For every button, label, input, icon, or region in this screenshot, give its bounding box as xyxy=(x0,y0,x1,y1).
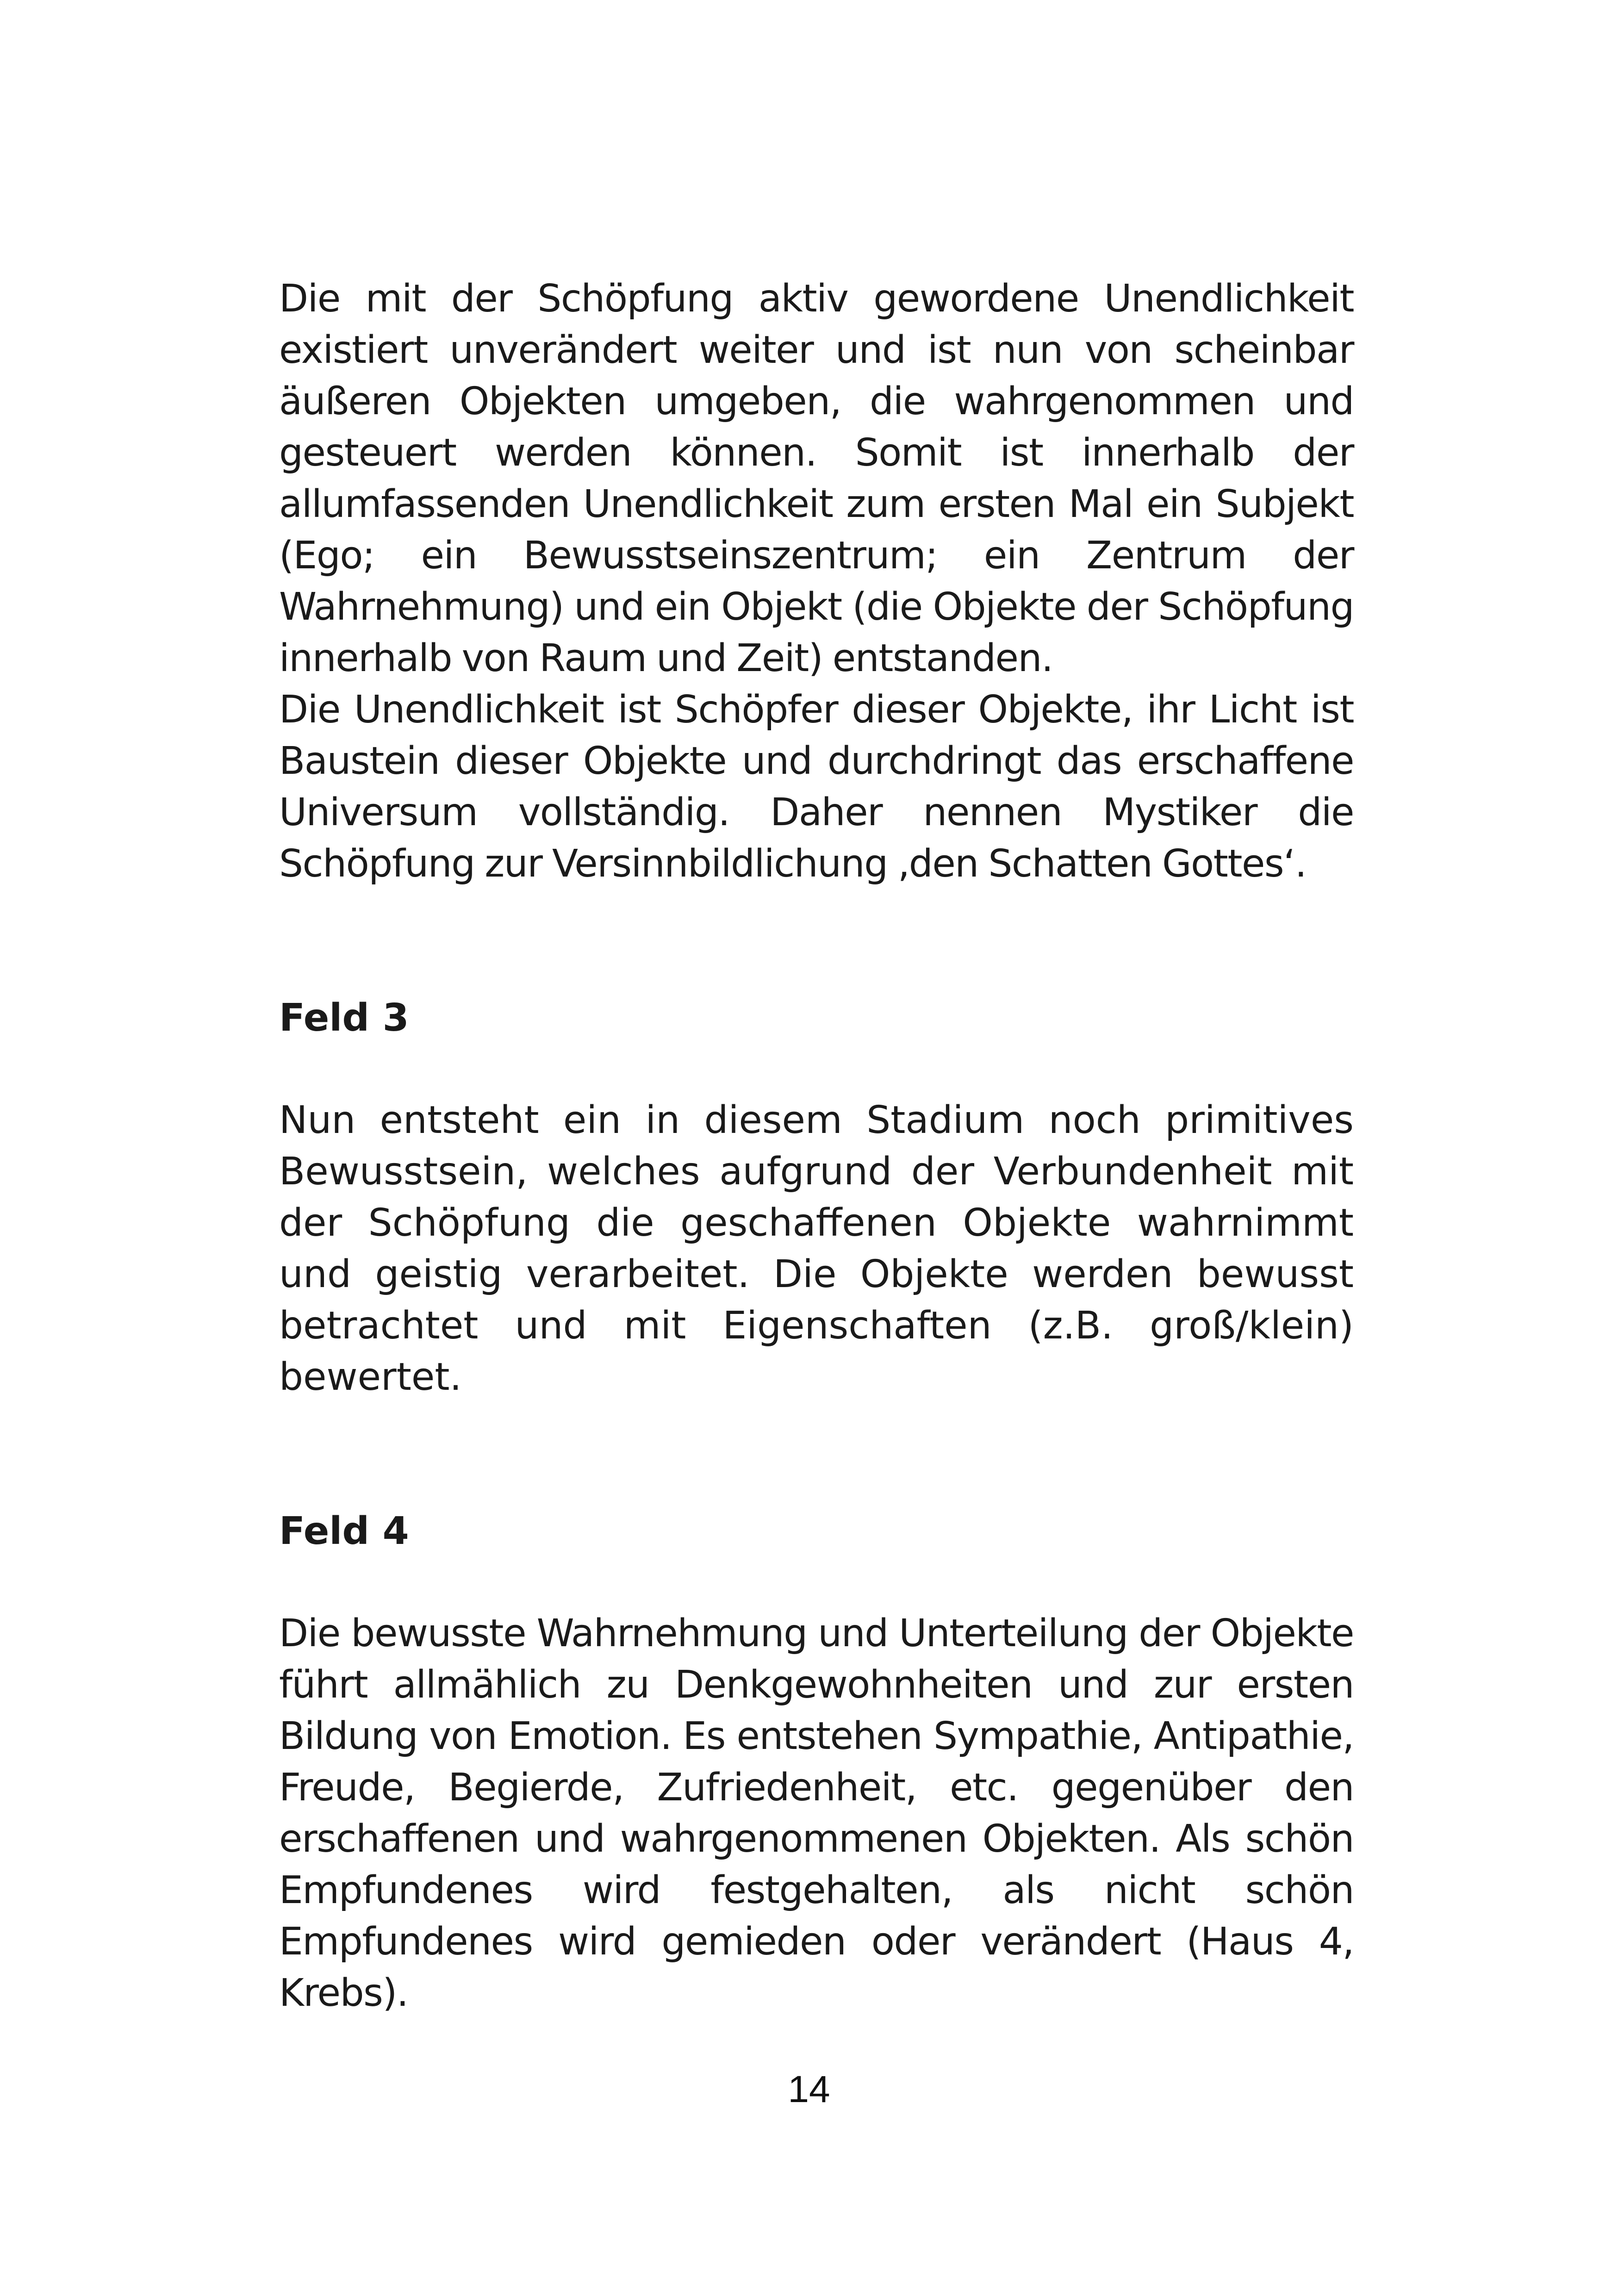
heading-feld-4: Feld 4 xyxy=(279,1509,409,1553)
page-number: 14 xyxy=(788,2068,830,2110)
paragraph-infinity-creator: Die Unendlichkeit ist Schöpfer dieser Objekte, ihr Licht ist Baustein dieser Objekte und durchdringt das erschaffene Universum vollständig. Daher nennen Mystiker die Schöpfung zur Versinnbildlichung ‚den Schatten Gottes‘. xyxy=(279,688,1354,886)
paragraph-feld-3: Nun entsteht ein in diesem Stadium noch primitives Bewusstsein, welches aufgrund der Verbundenheit mit der Schöpfung die geschaffenen Objekte wahrnimmt und geistig verarbeitet. Die Objekte werden bewusst betrachtet und mit Eigenschaften (z.B. groß/klein) bewertet. xyxy=(279,1098,1354,1399)
paragraph-feld-4: Die bewusste Wahrnehmung und Unterteilung der Objekte führt allmählich zu Denkgewohnheiten und zur ersten Bildung von Emotion. Es entstehen Sympathie, Antipathie, Freude, Begierde, Zufriedenheit, etc. gegenüber den erschaffenen und wahrgenommenen Objekten. Als schön Empfundenes wird festgehalten, als nicht schön Empfundenes wird gemieden oder verändert (Haus 4, Krebs). xyxy=(279,1612,1354,2015)
heading-feld-3: Feld 3 xyxy=(279,996,409,1040)
paragraph-intro: Die mit der Schöpfung aktiv gewordene Unendlichkeit existiert unverändert weiter und ist nun von scheinbar äußeren Objekten umgeben, die wahrgenommen und gesteuert werden können. Somit ist innerhalb der allumfassenden Unendlichkeit zum ersten Mal ein Subjekt (Ego; ein Bewusstseinszentrum; ein Zentrum der Wahrnehmung) und ein Objekt (die Objekte der Schöpfung innerhalb von Raum und Zeit) entstanden. xyxy=(279,277,1354,680)
page-content xyxy=(279,273,1354,2019)
